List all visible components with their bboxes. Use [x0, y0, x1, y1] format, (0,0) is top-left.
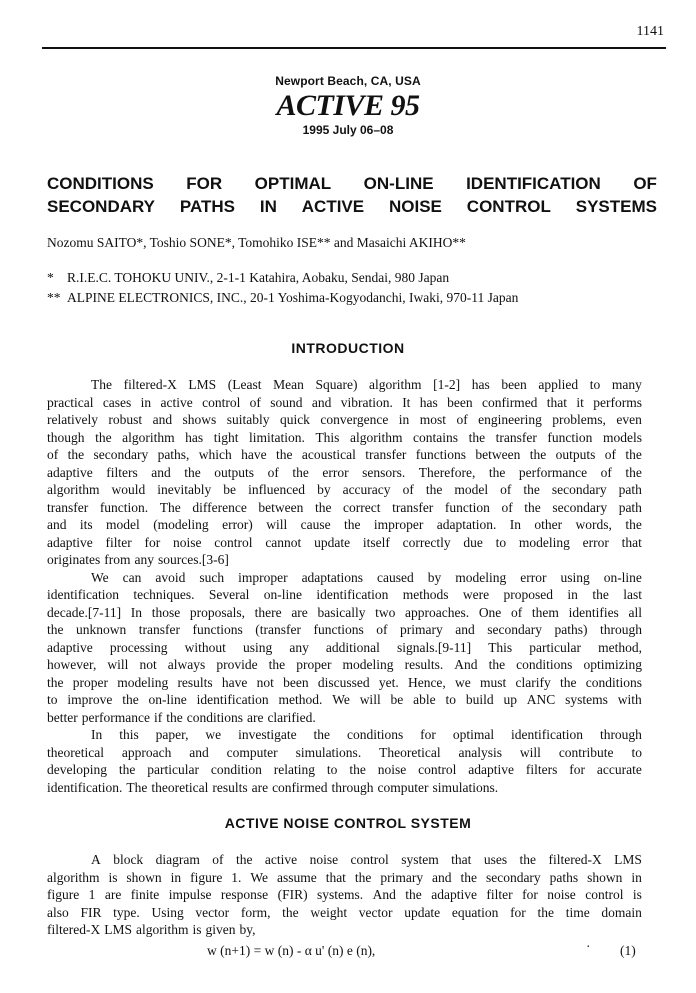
title-word: IDENTIFICATION [466, 174, 601, 193]
affiliation-text: ALPINE ELECTRONICS, INC., 20-1 Yoshima-Kogyodanchi, Iwaki, 970-11 Japan [67, 290, 519, 305]
title-word: OF [633, 174, 657, 193]
conference-name: ACTIVE 95 [276, 89, 420, 122]
paragraph-line: relatively robust and shows suitably quick convergence in most of engineering problems, even [47, 412, 642, 427]
conference-header [0, 74, 696, 137]
paragraph-line: the unknown transfer functions (transfer functions of primary and secondary paths) through [47, 622, 642, 637]
paragraph-line: The filtered-X LMS (Least Mean Square) algorithm [1-2] has been applied to many [91, 377, 642, 392]
paragraph-line: decade.[7-11] In those proposals, there are basically two approaches. One of them identifies all [47, 604, 642, 620]
paragraph-line: of the secondary paths, which have the acoustical transfer functions between the outputs of the [47, 447, 642, 462]
affiliation-1 [47, 270, 449, 286]
paragraph-line: better performance if the conditions are clarified. [47, 709, 316, 725]
equation-dot: · [586, 939, 591, 954]
paper-title [47, 172, 657, 218]
conference-dates: 1995 July 06–08 [302, 123, 394, 137]
paragraph-line: A block diagram of the active noise control system that uses the filtered-X LMS [91, 852, 642, 867]
header-rule [42, 47, 666, 49]
anc-section-heading: ACTIVE NOISE CONTROL SYSTEM [224, 815, 472, 831]
paragraph-line: to improve the on-line identification method. We will be able to build up ANC systems with [47, 692, 642, 707]
affiliation-mark: * [47, 270, 54, 285]
paragraph-line: adaptive processing without using any additional signals.[9-11] This particular method, [47, 639, 642, 655]
paragraph-line: also FIR type. Using vector form, the weight vector update equation for the time domain [47, 904, 642, 920]
affiliation-mark: ** [47, 290, 61, 305]
title-word: SECONDARY [47, 197, 155, 216]
title-line [47, 172, 657, 195]
affiliation-2 [47, 290, 518, 306]
conference-location: Newport Beach, CA, USA [275, 74, 421, 88]
author-list: Nozomu SAITO*, Toshio SONE*, Tomohiko ISE** and Masaichi AKIHO** [47, 235, 466, 250]
anc-section-body [47, 851, 642, 939]
title-word: ACTIVE [301, 197, 365, 216]
paragraph-line: practical cases in active control of sound and vibration. It has been confirmed that it performs [47, 394, 642, 410]
paragraph-line: adaptive filter for noise control cannot update itself correctly due to modeling error that [47, 534, 642, 550]
title-word: SYSTEMS [575, 197, 657, 216]
introduction-body [47, 376, 642, 796]
paragraph-line: however, will not always provide the proper modeling results. And the conditions optimizing [47, 657, 642, 672]
paragraph-line: algorithm would inevitably be influenced by accuracy of the model of the secondary path [47, 482, 642, 497]
title-word: CONTROL [466, 197, 551, 216]
paragraph-line: though the algorithm has tight limitation. This algorithm contains the transfer function models [47, 429, 642, 445]
title-word: FOR [186, 174, 223, 193]
paragraph-line: algorithm is shown in figure 1. We assume that the primary and the secondary paths shown in [47, 869, 642, 885]
title-line [47, 195, 657, 218]
title-word: NOISE [389, 197, 442, 216]
paragraph-line: adaptive filters and the outputs of the error sensors. Therefore, the performance of the [47, 464, 642, 480]
equation-text: w (n+1) = w (n) - α u' (n) e (n), [207, 943, 376, 958]
title-word: CONDITIONS [47, 174, 154, 193]
paragraph-line: filtered-X LMS algorithm is given by, [47, 922, 256, 937]
paragraph-line: developing the particular condition relating to the noise control adaptive filters for accurate [47, 762, 642, 777]
paragraph-line: originates from any sources.[3-6] [47, 552, 229, 567]
paragraph-line: the proper modeling results have not been discussed yet. Hence, we must clarify the conditions [47, 674, 642, 690]
title-word: OPTIMAL [254, 174, 332, 193]
paragraph-line: We can avoid such improper adaptations caused by modeling error using on-line [91, 569, 642, 585]
paragraph-line: and its model (modeling error) will cause the improper adaptation. In other words, the [47, 517, 642, 532]
page-number: 1141 [636, 24, 664, 39]
affiliation-text: R.I.E.C. TOHOKU UNIV., 2-1-1 Katahira, Aobaku, Sendai, 980 Japan [67, 270, 450, 285]
paragraph-line: theoretical approach and computer simulations. Theoretical analysis will contribute to [47, 744, 642, 760]
paragraph-line: identification techniques. Several on-line identification methods were proposed in the last [47, 587, 642, 602]
paragraph-line: In this paper, we investigate the conditions for optimal identification through [91, 727, 642, 742]
introduction-heading: INTRODUCTION [291, 340, 405, 356]
paragraph-line: transfer function. The difference between the correct transfer function of the secondary path [47, 499, 642, 515]
title-word: IN [259, 197, 277, 216]
title-word: PATHS [179, 197, 235, 216]
paragraph-line: figure 1 are finite impulse response (FIR) systems. And the adaptive filter for noise control is [47, 887, 642, 902]
paragraph-line: identification. The theoretical results are confirmed through computer simulations. [47, 779, 499, 795]
equation-number: (1) [620, 943, 636, 958]
title-word: ON-LINE [363, 174, 434, 193]
